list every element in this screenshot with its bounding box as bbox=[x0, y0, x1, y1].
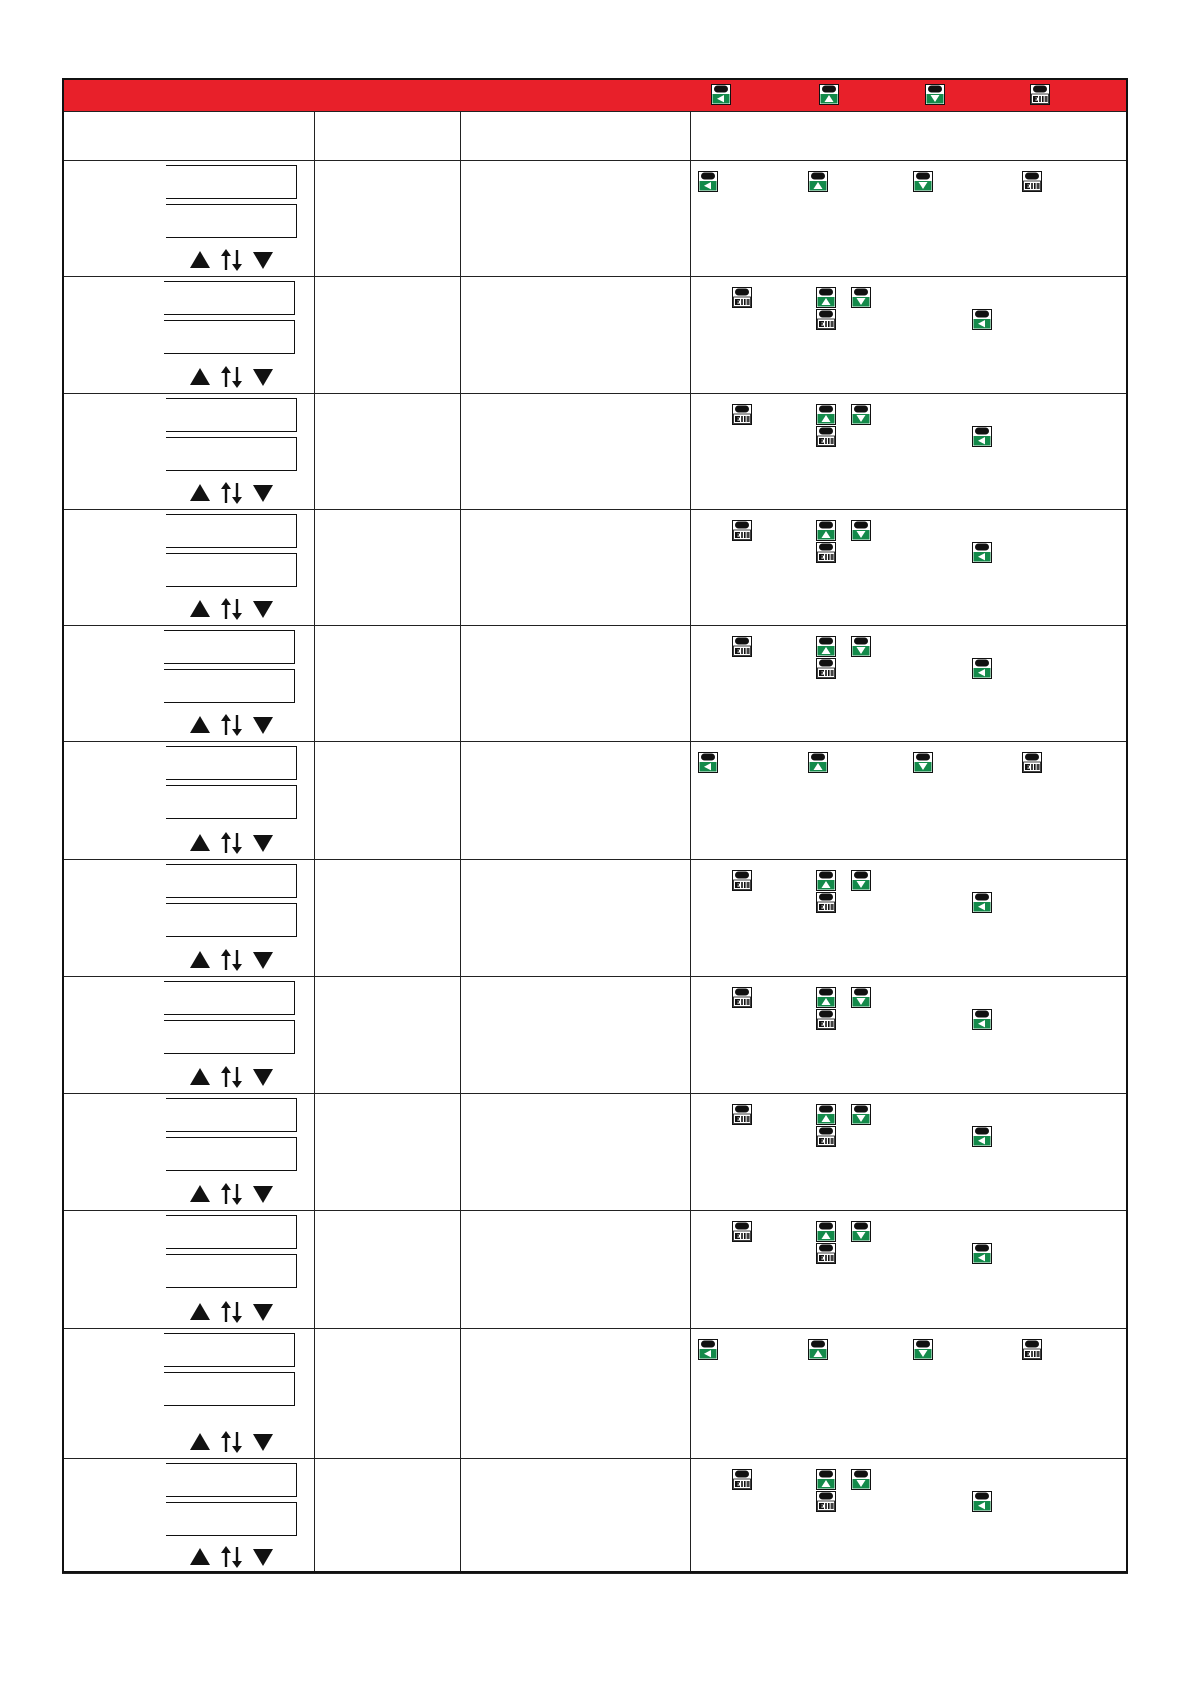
display-arrow-icons bbox=[190, 365, 280, 389]
down-key-icon bbox=[851, 520, 871, 541]
upper-display bbox=[166, 1098, 297, 1132]
display-arrow-icons bbox=[190, 481, 280, 505]
enter-key-icon bbox=[816, 1126, 836, 1147]
display-arrow-icons bbox=[190, 1430, 280, 1454]
up-arrow-icon bbox=[190, 951, 210, 968]
left-key-icon bbox=[972, 309, 992, 330]
display-arrow-icons bbox=[190, 1545, 280, 1569]
lower-display bbox=[164, 1020, 295, 1054]
row-divider bbox=[62, 1573, 1128, 1574]
upper-display bbox=[164, 281, 295, 315]
left-key-icon bbox=[972, 542, 992, 563]
table-row bbox=[62, 1328, 1128, 1458]
table-row bbox=[62, 741, 1128, 859]
up-arrow-icon bbox=[190, 1303, 210, 1320]
up-arrow-icon bbox=[190, 716, 210, 733]
up-key-icon bbox=[816, 520, 836, 541]
down-key-icon bbox=[851, 636, 871, 657]
display-arrow-icons bbox=[190, 831, 280, 855]
upper-display bbox=[166, 746, 297, 780]
down-key-icon bbox=[851, 1221, 871, 1242]
up-key-icon bbox=[816, 287, 836, 308]
up-arrow-icon bbox=[190, 251, 210, 268]
table-row bbox=[62, 1458, 1128, 1573]
down-arrow-icon bbox=[253, 1069, 273, 1086]
down-key-icon bbox=[851, 987, 871, 1008]
up-down-arrows-icon bbox=[221, 249, 242, 271]
display-arrow-icons bbox=[190, 1065, 280, 1089]
left-key-icon bbox=[698, 752, 718, 773]
up-down-arrows-icon bbox=[221, 1183, 242, 1205]
left-key-icon bbox=[972, 1126, 992, 1147]
lower-display bbox=[164, 669, 295, 703]
down-key-icon bbox=[851, 1104, 871, 1125]
left-key-icon bbox=[711, 84, 731, 105]
up-key-icon bbox=[819, 84, 839, 105]
left-key-icon bbox=[972, 1243, 992, 1264]
up-down-arrows-icon bbox=[221, 1431, 242, 1453]
up-down-arrows-icon bbox=[221, 714, 242, 736]
up-key-icon bbox=[816, 1221, 836, 1242]
display-arrow-icons bbox=[190, 1182, 280, 1206]
up-down-arrows-icon bbox=[221, 366, 242, 388]
upper-display bbox=[166, 1215, 297, 1249]
up-key-icon bbox=[808, 171, 828, 192]
down-arrow-icon bbox=[253, 1304, 273, 1321]
up-arrow-icon bbox=[190, 1548, 210, 1565]
up-key-icon bbox=[816, 870, 836, 891]
table-row bbox=[62, 976, 1128, 1093]
up-down-arrows-icon bbox=[221, 832, 242, 854]
table-row bbox=[62, 276, 1128, 393]
left-key-icon bbox=[698, 171, 718, 192]
lower-display bbox=[166, 553, 297, 587]
enter-key-icon bbox=[816, 426, 836, 447]
lower-display bbox=[166, 437, 297, 471]
up-arrow-icon bbox=[190, 1433, 210, 1450]
down-arrow-icon bbox=[253, 601, 273, 618]
enter-key-icon bbox=[1030, 84, 1050, 105]
left-key-icon bbox=[972, 892, 992, 913]
table-row bbox=[62, 509, 1128, 625]
up-down-arrows-icon bbox=[221, 1546, 242, 1568]
up-down-arrows-icon bbox=[221, 1066, 242, 1088]
up-key-icon bbox=[816, 1469, 836, 1490]
table-row bbox=[62, 160, 1128, 276]
down-arrow-icon bbox=[253, 835, 273, 852]
upper-display bbox=[166, 1463, 297, 1497]
enter-key-icon bbox=[816, 1009, 836, 1030]
down-key-icon bbox=[925, 84, 945, 105]
up-down-arrows-icon bbox=[221, 949, 242, 971]
enter-key-icon bbox=[732, 870, 752, 891]
lower-display bbox=[164, 320, 295, 354]
enter-key-icon bbox=[816, 1491, 836, 1512]
column-header-display bbox=[62, 111, 314, 160]
up-arrow-icon bbox=[190, 834, 210, 851]
down-arrow-icon bbox=[253, 485, 273, 502]
down-arrow-icon bbox=[253, 369, 273, 386]
lower-display bbox=[166, 1137, 297, 1171]
down-key-icon bbox=[913, 1339, 933, 1360]
down-key-icon bbox=[851, 287, 871, 308]
up-arrow-icon bbox=[190, 600, 210, 617]
enter-key-icon bbox=[816, 542, 836, 563]
lower-display bbox=[164, 1372, 295, 1406]
table-header-bar bbox=[62, 78, 1128, 111]
table-row bbox=[62, 393, 1128, 509]
upper-display bbox=[166, 398, 297, 432]
upper-display bbox=[164, 1333, 295, 1367]
left-key-icon bbox=[972, 1009, 992, 1030]
enter-key-icon bbox=[732, 636, 752, 657]
parameter-table bbox=[62, 78, 1128, 1573]
up-down-arrows-icon bbox=[221, 482, 242, 504]
up-arrow-icon bbox=[190, 1068, 210, 1085]
lower-display bbox=[166, 1502, 297, 1536]
lower-display bbox=[166, 903, 297, 937]
lower-display bbox=[166, 204, 297, 238]
enter-key-icon bbox=[1022, 752, 1042, 773]
enter-key-icon bbox=[816, 658, 836, 679]
left-key-icon bbox=[972, 658, 992, 679]
enter-key-icon bbox=[732, 287, 752, 308]
lower-display bbox=[166, 1254, 297, 1288]
up-key-icon bbox=[808, 1339, 828, 1360]
up-key-icon bbox=[816, 1104, 836, 1125]
table-row bbox=[62, 625, 1128, 741]
down-key-icon bbox=[913, 752, 933, 773]
up-key-icon bbox=[808, 752, 828, 773]
display-arrow-icons bbox=[190, 1300, 280, 1324]
enter-key-icon bbox=[1022, 171, 1042, 192]
down-arrow-icon bbox=[253, 1434, 273, 1451]
up-down-arrows-icon bbox=[221, 1301, 242, 1323]
display-arrow-icons bbox=[190, 713, 280, 737]
up-key-icon bbox=[816, 404, 836, 425]
down-arrow-icon bbox=[253, 952, 273, 969]
enter-key-icon bbox=[816, 1243, 836, 1264]
enter-key-icon bbox=[732, 1104, 752, 1125]
enter-key-icon bbox=[1022, 1339, 1042, 1360]
table-row bbox=[62, 1093, 1128, 1210]
down-arrow-icon bbox=[253, 717, 273, 734]
upper-display bbox=[164, 630, 295, 664]
column-header-key-operation bbox=[690, 111, 1128, 160]
down-arrow-icon bbox=[253, 252, 273, 269]
display-arrow-icons bbox=[190, 597, 280, 621]
upper-display bbox=[166, 864, 297, 898]
down-arrow-icon bbox=[253, 1549, 273, 1566]
upper-display bbox=[166, 165, 297, 199]
table-row bbox=[62, 1210, 1128, 1328]
enter-key-icon bbox=[732, 1221, 752, 1242]
enter-key-icon bbox=[732, 404, 752, 425]
table-row bbox=[62, 859, 1128, 976]
up-arrow-icon bbox=[190, 1185, 210, 1202]
enter-key-icon bbox=[816, 892, 836, 913]
down-key-icon bbox=[913, 171, 933, 192]
down-key-icon bbox=[851, 1469, 871, 1490]
upper-display bbox=[166, 514, 297, 548]
left-key-icon bbox=[972, 1491, 992, 1512]
down-key-icon bbox=[851, 870, 871, 891]
display-arrow-icons bbox=[190, 948, 280, 972]
enter-key-icon bbox=[816, 309, 836, 330]
display-arrow-icons bbox=[190, 248, 280, 272]
column-header-description bbox=[460, 111, 690, 160]
upper-display bbox=[164, 981, 295, 1015]
down-key-icon bbox=[851, 404, 871, 425]
enter-key-icon bbox=[732, 520, 752, 541]
up-key-icon bbox=[816, 987, 836, 1008]
up-down-arrows-icon bbox=[221, 598, 242, 620]
up-arrow-icon bbox=[190, 484, 210, 501]
lower-display bbox=[166, 785, 297, 819]
enter-key-icon bbox=[732, 987, 752, 1008]
down-arrow-icon bbox=[253, 1186, 273, 1203]
left-key-icon bbox=[972, 426, 992, 447]
up-arrow-icon bbox=[190, 368, 210, 385]
enter-key-icon bbox=[732, 1469, 752, 1490]
up-key-icon bbox=[816, 636, 836, 657]
column-header-parameter bbox=[314, 111, 460, 160]
left-key-icon bbox=[698, 1339, 718, 1360]
